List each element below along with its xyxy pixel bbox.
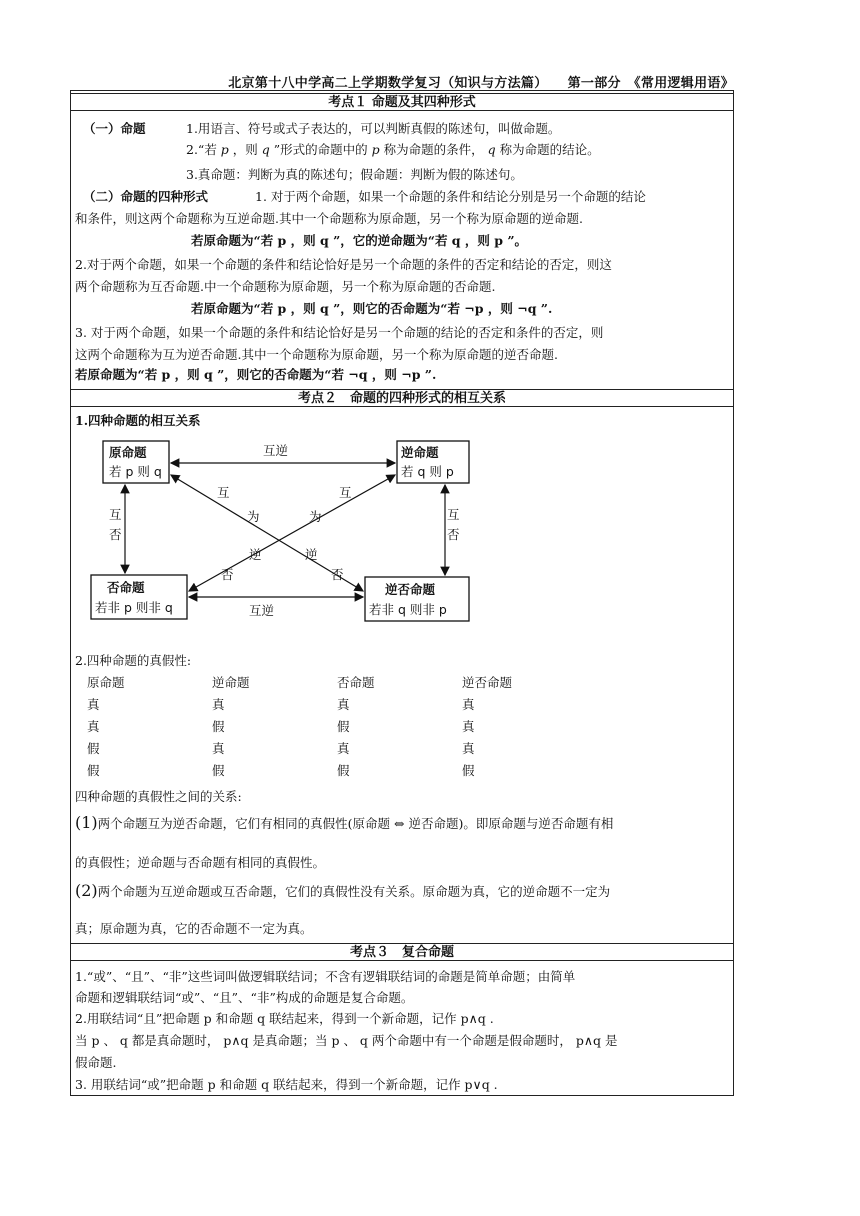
truth-cell: 真 — [462, 741, 475, 756]
diag-label-l3: 逆 — [305, 547, 318, 562]
relation-2-line-a: (2)两个命题为互逆命题或互否命题，它们的真假性没有关系。原命题为真，它的逆命题不一定为 — [75, 881, 611, 900]
truth-cell: 逆命题 — [212, 675, 250, 690]
truth-cell: 真 — [87, 719, 100, 734]
left-label-2: 否 — [109, 527, 122, 542]
contra-sub: 若非 q 则非 p — [369, 602, 447, 617]
form-2-inverse: 若原命题为“若 p ，则 q ”，则它的否命题为“若 ¬p ，则 ¬q ”. — [191, 301, 553, 316]
truth-cell: 真 — [337, 741, 350, 756]
right-label-1: 互 — [447, 507, 460, 522]
truth-cell: 真 — [462, 697, 475, 712]
relation-1-line-b: 的真假性；逆命题与否命题有相同的真假性。 — [75, 855, 326, 870]
form-3-contrapositive: 若原命题为“若 p ，则 q ”，则它的否命题为“若 ¬q ，则 ¬p ”. — [75, 367, 437, 382]
truth-cell: 真 — [212, 697, 225, 712]
relations-title: 四种命题的真假性之间的关系: — [75, 789, 242, 804]
content-table — [70, 90, 734, 1096]
truth-header-row — [87, 671, 587, 693]
diag-label-r1: 互 — [339, 485, 352, 500]
truth-cell: 假 — [462, 763, 475, 778]
diag-label-r4: 否 — [221, 567, 234, 582]
right-label-2: 否 — [447, 527, 460, 542]
truth-cell: 假 — [212, 719, 225, 734]
form-2-line-a: 2.对于两个命题，如果一个命题的条件和结论恰好是另一个命题的条件的否定和结论的否定，则这 — [75, 257, 612, 272]
truth-cell: 假 — [212, 763, 225, 778]
compound-1-line-b: 命题和逻辑联结词“或”、“且”、“非”构成的命题是复合命题。 — [75, 990, 414, 1005]
truth-subtitle: 2.四种命题的真假性: — [75, 653, 192, 668]
prop-def-1: 1.用语言、符号或式子表达的，可以判断真假的陈述句，叫做命题。 — [186, 121, 561, 136]
truth-cell: 真 — [87, 697, 100, 712]
compound-2-line-c: 假命题. — [75, 1055, 117, 1070]
inverse-sub: 若非 p 则非 q — [95, 600, 173, 615]
converse-sub: 若 q 则 p — [401, 464, 454, 479]
truth-row — [87, 737, 587, 759]
truth-cell: 假 — [87, 741, 100, 756]
truth-cell: 否命题 — [337, 675, 375, 690]
compound-1-line-a: 1.“或”、“且”、“非”这些词叫做逻辑联结词；不含有逻辑联结词的命题是简单命题；由简单 — [75, 969, 576, 984]
compound-3: 3. 用联结词“或”把命题 p 和命题 q 联结起来，得到一个新命题，记作 p∨q . — [75, 1077, 498, 1092]
section-2-title: 考点２ 命题的四种形式的相互关系 — [71, 389, 733, 407]
diag-label-r2: 为 — [309, 509, 322, 524]
relation-1-line-a: (1)两个命题互为逆否命题，它们有相同的真假性(原命题 ⇔ 逆否命题)。即原命题与逆否命题有相 — [75, 813, 614, 832]
truth-cell: 逆否命题 — [462, 675, 513, 690]
original-title: 原命题 — [109, 445, 147, 460]
diag-label-l1: 互 — [217, 485, 230, 500]
truth-cell: 假 — [337, 719, 350, 734]
relation-2-line-b: 真；原命题为真，它的否命题不一定为真。 — [75, 921, 313, 936]
form-2-line-b: 两个命题称为互否命题.中一个命题称为原命题，另一个称为原命题的否命题. — [75, 279, 496, 294]
diag-label-r3: 逆 — [249, 547, 262, 562]
inverse-title: 否命题 — [107, 580, 145, 595]
left-label-1: 互 — [109, 507, 122, 522]
section-1-title: 考点１ 命题及其四种形式 — [71, 93, 733, 111]
truth-row — [87, 715, 587, 737]
original-sub: 若 p 则 q — [109, 464, 162, 479]
form-3-line-b: 这两个命题称为互为逆否命题.其中一个命题称为原命题，另一个称为原命题的逆否命题. — [75, 347, 558, 362]
diag-label-l2: 为 — [247, 509, 260, 524]
truth-cell: 真 — [462, 719, 475, 734]
truth-row — [87, 693, 587, 715]
form-1-converse: 若原命题为“若 p ，则 q ”，它的逆命题为“若 q ，则 p ”。 — [191, 233, 528, 248]
part2-label: （二）命题的四种形式 — [83, 189, 209, 204]
truth-cell: 假 — [337, 763, 350, 778]
contra-title: 逆否命题 — [385, 582, 436, 597]
truth-table — [87, 671, 587, 781]
prop-def-3: 3.真命题：判断为真的陈述句；假命题：判断为假的陈述句。 — [186, 167, 523, 182]
top-label: 互逆 — [263, 443, 289, 458]
page-header: 北京第十八中学高二上学期数学复习（知识与方法篇） 第一部分 《常用逻辑用语》 — [228, 76, 734, 91]
form-1-line-b: 和条件，则这两个命题称为互逆命题.其中一个命题称为原命题，另一个称为原命题的逆命题. — [75, 211, 583, 226]
diag-label-l4: 否 — [331, 567, 344, 582]
truth-cell: 原命题 — [87, 675, 125, 690]
compound-2-line-a: 2.用联结词“且”把命题 p 和命题 q 联结起来，得到一个新命题，记作 p∧q . — [75, 1011, 494, 1026]
form-3-line-a: 3. 对于两个命题，如果一个命题的条件和结论恰好是另一个命题的结论的否定和条件的否定，则 — [75, 325, 604, 340]
truth-cell: 真 — [212, 741, 225, 756]
truth-cell: 假 — [87, 763, 100, 778]
part1-label: （一）命题 — [83, 121, 146, 136]
form-1-line-a: 1. 对于两个命题，如果一个命题的条件和结论分别是另一个命题的结论 — [255, 189, 646, 204]
section-3-title: 考点３ 复合命题 — [71, 943, 733, 961]
bottom-label: 互逆 — [249, 603, 275, 618]
compound-2-line-b: 当 p 、 q 都是真命题时， p∧q 是真命题；当 p 、 q 两个命题中有一个命题是假命题时， p∧q 是 — [75, 1033, 618, 1048]
prop-def-2: 2.“若 p ，则 q ”形式的命题中的 p 称为命题的条件， q 称为命题的结论。 — [186, 142, 600, 157]
truth-cell: 真 — [337, 697, 350, 712]
relations-subtitle: 1.四种命题的相互关系 — [75, 413, 201, 428]
truth-row — [87, 759, 587, 781]
four-propositions-diagram — [75, 435, 495, 635]
converse-title: 逆命题 — [401, 445, 439, 460]
